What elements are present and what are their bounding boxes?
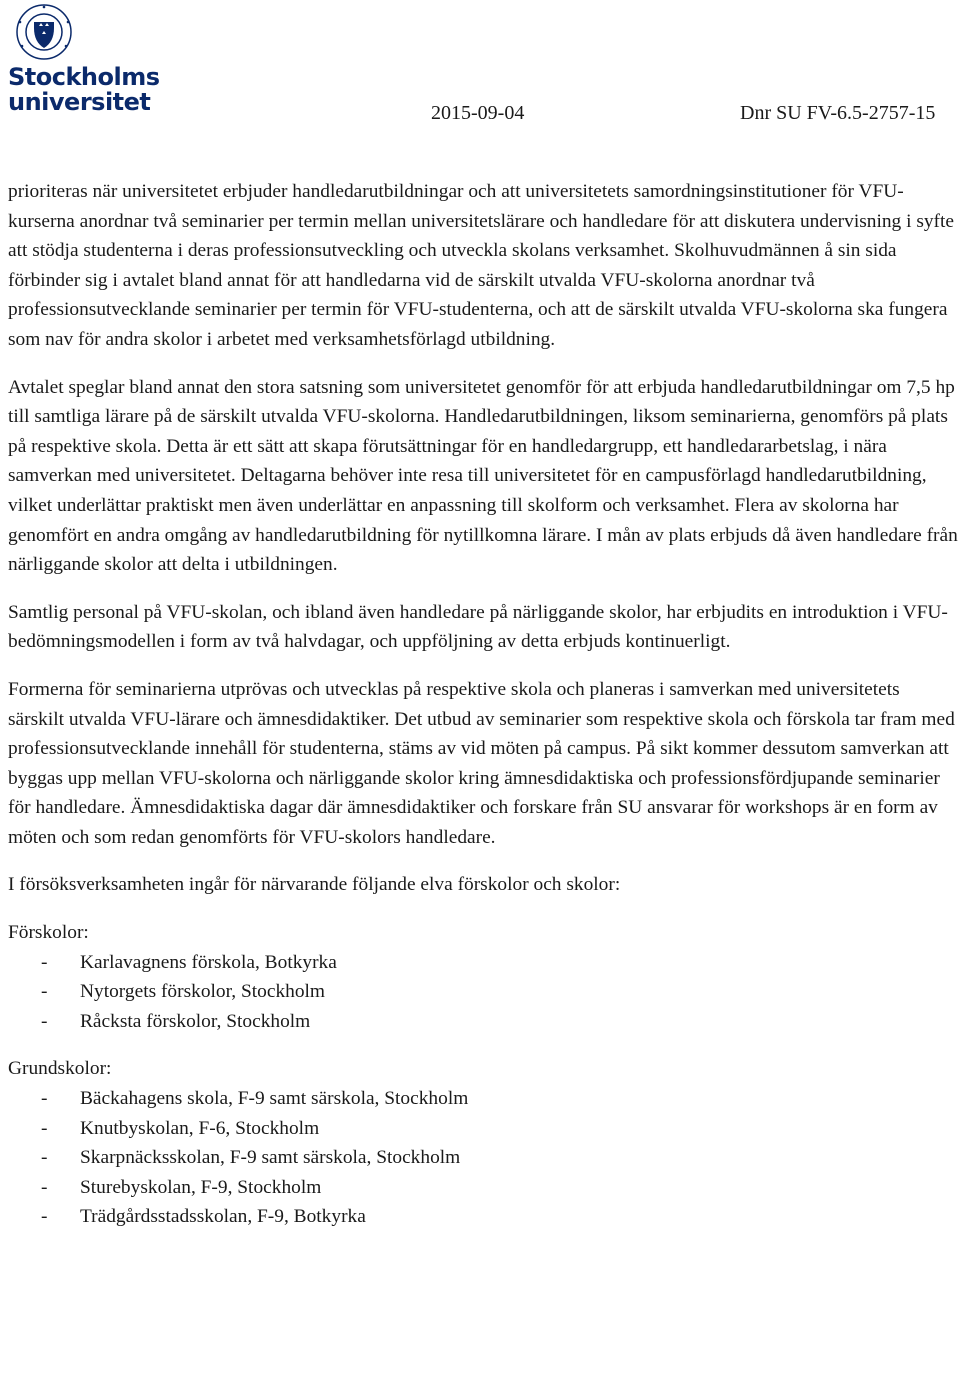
document-header [0,0,960,130]
paragraph-5: I försöksverksamheten ingår för närvarande följande elva förskolor och skolor: [8,874,621,896]
paragraph-1: prioriteras när universitetet erbjuder handledarutbildningar och att universitetets samordningsinstitutioner för VFU-kurserna anordnar två seminarier per termin mellan universitetslärare och handledare för att diskutera undervisning i syfte att stödja studenterna i deras professionsutveckling och utveckla skolans verksamhet. Skolhuvudmännen å sin sida förbinder sig i avtalet bland annat för att handledarna vid de särskilt utvalda VFU-skolorna anordnar två professionsutvecklande seminarier per termin för VFU-studenterna, och att de särskilt utvalda VFU-skolorna ska fungera som nav för andra skolor i arbetet med verksamhetsförlagd utbildning. [8,181,955,350]
document-date: 2015-09-04 [431,102,525,124]
logo-line-stockholms: Stockholms [8,63,160,91]
list-item [8,1143,958,1173]
list-item [8,1007,958,1037]
list-item-text: Karlavagnens förskola, Botkyrka [80,951,337,973]
preschool-list [8,948,958,1037]
school-list [8,1084,958,1232]
list-item-text: Bäckahagens skola, F-9 samt särskola, Stockholm [80,1088,469,1110]
dash-bullet: - [41,1010,48,1032]
document-reference-number: Dnr SU FV-6.5-2757-15 [740,102,936,124]
list-item [8,1114,958,1144]
dash-bullet: - [41,1117,48,1139]
list-item-text: Nytorgets förskolor, Stockholm [80,981,326,1003]
list-item-text: Råcksta förskolor, Stockholm [80,1010,311,1032]
logo-line-universitet: universitet [8,88,151,116]
paragraph-4: Formerna för seminarierna utprövas och utvecklas på respektive skola och planeras i samverkan med universitetets särskilt utvalda VFU-lärare och ämnesdidaktiker. Det utbud av seminarier som respektive skola och förskola tar fram med professionsutvecklande innehåll för studenterna, stäms av vid möten på campus. På sikt kommer dessutom samverkan att byggas upp mellan VFU-skolorna och närliggande skolor kring ämnesdidaktiska och professionsfördjupande seminarier för handledare. Ämnesdidaktiska dagar där ämnesdidaktiker och forskare från SU ansvarar för workshops är en form av möten och som redan genomförts för VFU-skolors handledare. [8,678,955,848]
document-body [8,177,958,1250]
logo-text [8,65,160,115]
list-item [8,948,958,978]
list-item [8,977,958,1007]
list-item-text: Skarpnäcksskolan, F-9 samt särskola, Stockholm [80,1147,461,1169]
list-item [8,1173,958,1203]
dash-bullet: - [41,1176,48,1198]
list-item [8,1202,958,1232]
schools-heading: Grundskolor: [8,1058,112,1080]
dash-bullet: - [41,951,48,973]
dash-bullet: - [41,981,48,1003]
dash-bullet: - [41,1206,48,1228]
paragraph-2: Avtalet speglar bland annat den stora satsning som universitetet genomför för att erbjuda handledarutbildningar om 7,5 hp till samtliga lärare på de särskilt utvalda VFU-skolorna. Handledarutbildningen, liksom seminarierna, genomförs på plats på respektive skola. Detta är ett sätt att skapa förutsättningar för en handledargrupp, ett handledararbetslag, i nära samverkan med universitetet. Deltagarna behöver inte resa till universitetet för en campusförlagd handledarutbildning, vilket underlättar praktiskt men även underlättar en anpassning till skolform och verksamhet. Flera av skolorna har genomfört en andra omgång av handledarutbildning för nytillkomna lärare. I mån av plats erbjuds då även handledare från närliggande skolor att delta i utbildningen. [8,376,958,576]
preschools-heading: Förskolor: [8,922,89,944]
university-seal-icon [6,2,82,64]
stockholms-universitet-logo [6,2,160,120]
list-item-text: Sturebyskolan, F-9, Stockholm [80,1176,322,1198]
list-item-text: Knutbyskolan, F-6, Stockholm [80,1117,320,1139]
paragraph-3: Samtlig personal på VFU-skolan, och ibland även handledare på närliggande skolor, har erbjudits en introduktion i VFU-bedömningsmodellen i form av två halvdagar, och uppföljning av detta erbjuds kontinuerligt. [8,601,948,653]
dash-bullet: - [41,1088,48,1110]
list-item-text: Trädgårdsstadsskolan, F-9, Botkyrka [80,1206,366,1228]
list-item [8,1084,958,1114]
dash-bullet: - [41,1147,48,1169]
